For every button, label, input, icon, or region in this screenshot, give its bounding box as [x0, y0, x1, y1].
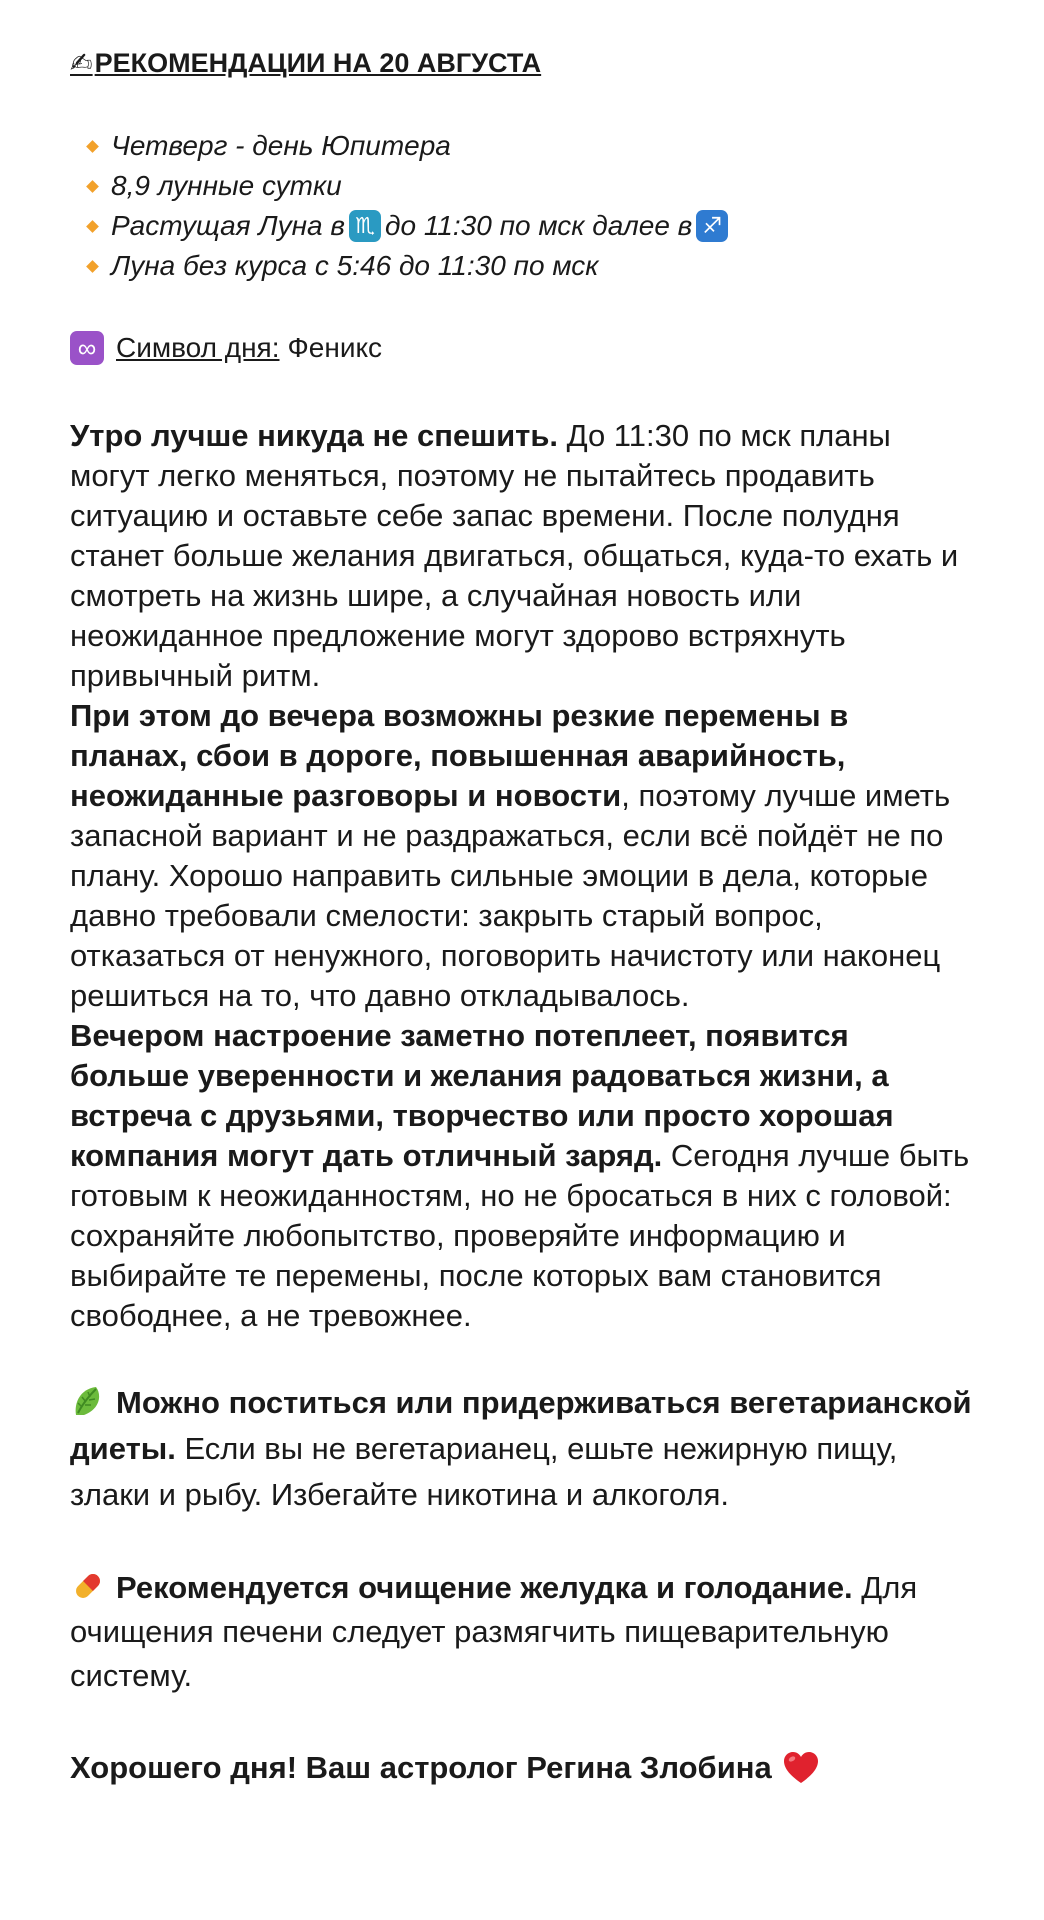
health-bold: Рекомендуется очищение желудка и голодание.	[116, 1570, 853, 1605]
list-item	[84, 126, 974, 166]
page-title-text: РЕКОМЕНДАЦИИ НА 20 АВГУСТА	[94, 48, 542, 78]
leafy-green-icon	[70, 1383, 106, 1419]
forecast-evening-text: Сегодня лучше быть готовым к неожиданностям, но не бросаться в них с головой: сохраняйте любопытство, проверяйте информацию и выбирайте те перемены, после которых вам становится свободнее, а не тревожнее.	[70, 1138, 970, 1333]
writing-hand-icon: ✍	[70, 48, 93, 78]
symbol-value: Феникс	[287, 332, 383, 363]
scorpio-icon: ♏	[349, 210, 381, 242]
orange-diamond-icon	[86, 260, 99, 273]
lunar-day-info: 8,9 лунные сутки	[111, 170, 342, 201]
diet-text: Если вы не вегетарианец, ешьте нежирную пищу, злаки и рыбу. Избегайте никотина и алкоголя.	[70, 1431, 898, 1512]
list-item	[84, 246, 974, 286]
orange-diamond-icon	[86, 140, 99, 153]
closing-line	[70, 1746, 974, 1790]
day-info-list	[84, 126, 974, 286]
symbol-of-day	[70, 328, 974, 368]
moon-phase-text: Растущая Луна в	[111, 210, 345, 241]
health-text: Для очищения печени следует размягчить пищеварительную систему.	[70, 1570, 918, 1693]
moon-transition-text: до 11:30 по мск далее в	[384, 210, 693, 241]
forecast-evening-bold: Вечером настроение заметно потеплеет, появится больше уверенности и желания радоваться жизни, а встреча с друзьями, творчество или просто хорошая компания могут дать отличный заряд.	[70, 1018, 894, 1173]
forecast-day-bold: При этом до вечера возможны резкие перемены в планах, сбои в дороге, повышенная аварийность, неожиданные разговоры и новости	[70, 698, 849, 813]
list-item	[84, 206, 974, 246]
sagittarius-icon: ♐	[696, 210, 728, 242]
symbol-label: Символ дня:	[116, 332, 280, 363]
page-title	[70, 44, 974, 82]
health-section	[70, 1566, 974, 1698]
red-heart-icon	[782, 1750, 820, 1786]
pill-icon	[70, 1568, 106, 1604]
diet-bold: Можно поститься или придерживаться вегетарианской диеты.	[70, 1385, 972, 1466]
main-forecast	[70, 416, 974, 1336]
orange-diamond-icon	[86, 220, 99, 233]
weekday-info: Четверг - день Юпитера	[111, 130, 451, 161]
list-item	[84, 166, 974, 206]
forecast-day-text: , поэтому лучше иметь запасной вариант и не раздражаться, если всё пойдёт не по плану. Хорошо направить сильные эмоции в дела, которые давно требовали смелости: закрыть старый вопрос, отказаться от ненужного, поговорить начистоту или наконец решиться на то, что давно откладывалось.	[70, 778, 951, 1013]
closing-text: Хорошего дня! Ваш астролог Регина Злобина	[70, 1750, 772, 1785]
diet-section	[70, 1380, 974, 1518]
infinity-icon: ∞	[70, 331, 104, 365]
forecast-morning-text: До 11:30 по мск планы могут легко меняться, поэтому не пытайтесь продавить ситуацию и оставьте себе запас времени. После полудня станет больше желания двигаться, общаться, куда-то ехать и смотреть на жизнь шире, а случайная новость или неожиданное предложение могут здорово встряхнуть привычный ритм.	[70, 418, 959, 693]
orange-diamond-icon	[86, 180, 99, 193]
forecast-morning-bold: Утро лучше никуда не спешить.	[70, 418, 558, 453]
void-moon-info: Луна без курса с 5:46 до 11:30 по мск	[111, 250, 599, 281]
